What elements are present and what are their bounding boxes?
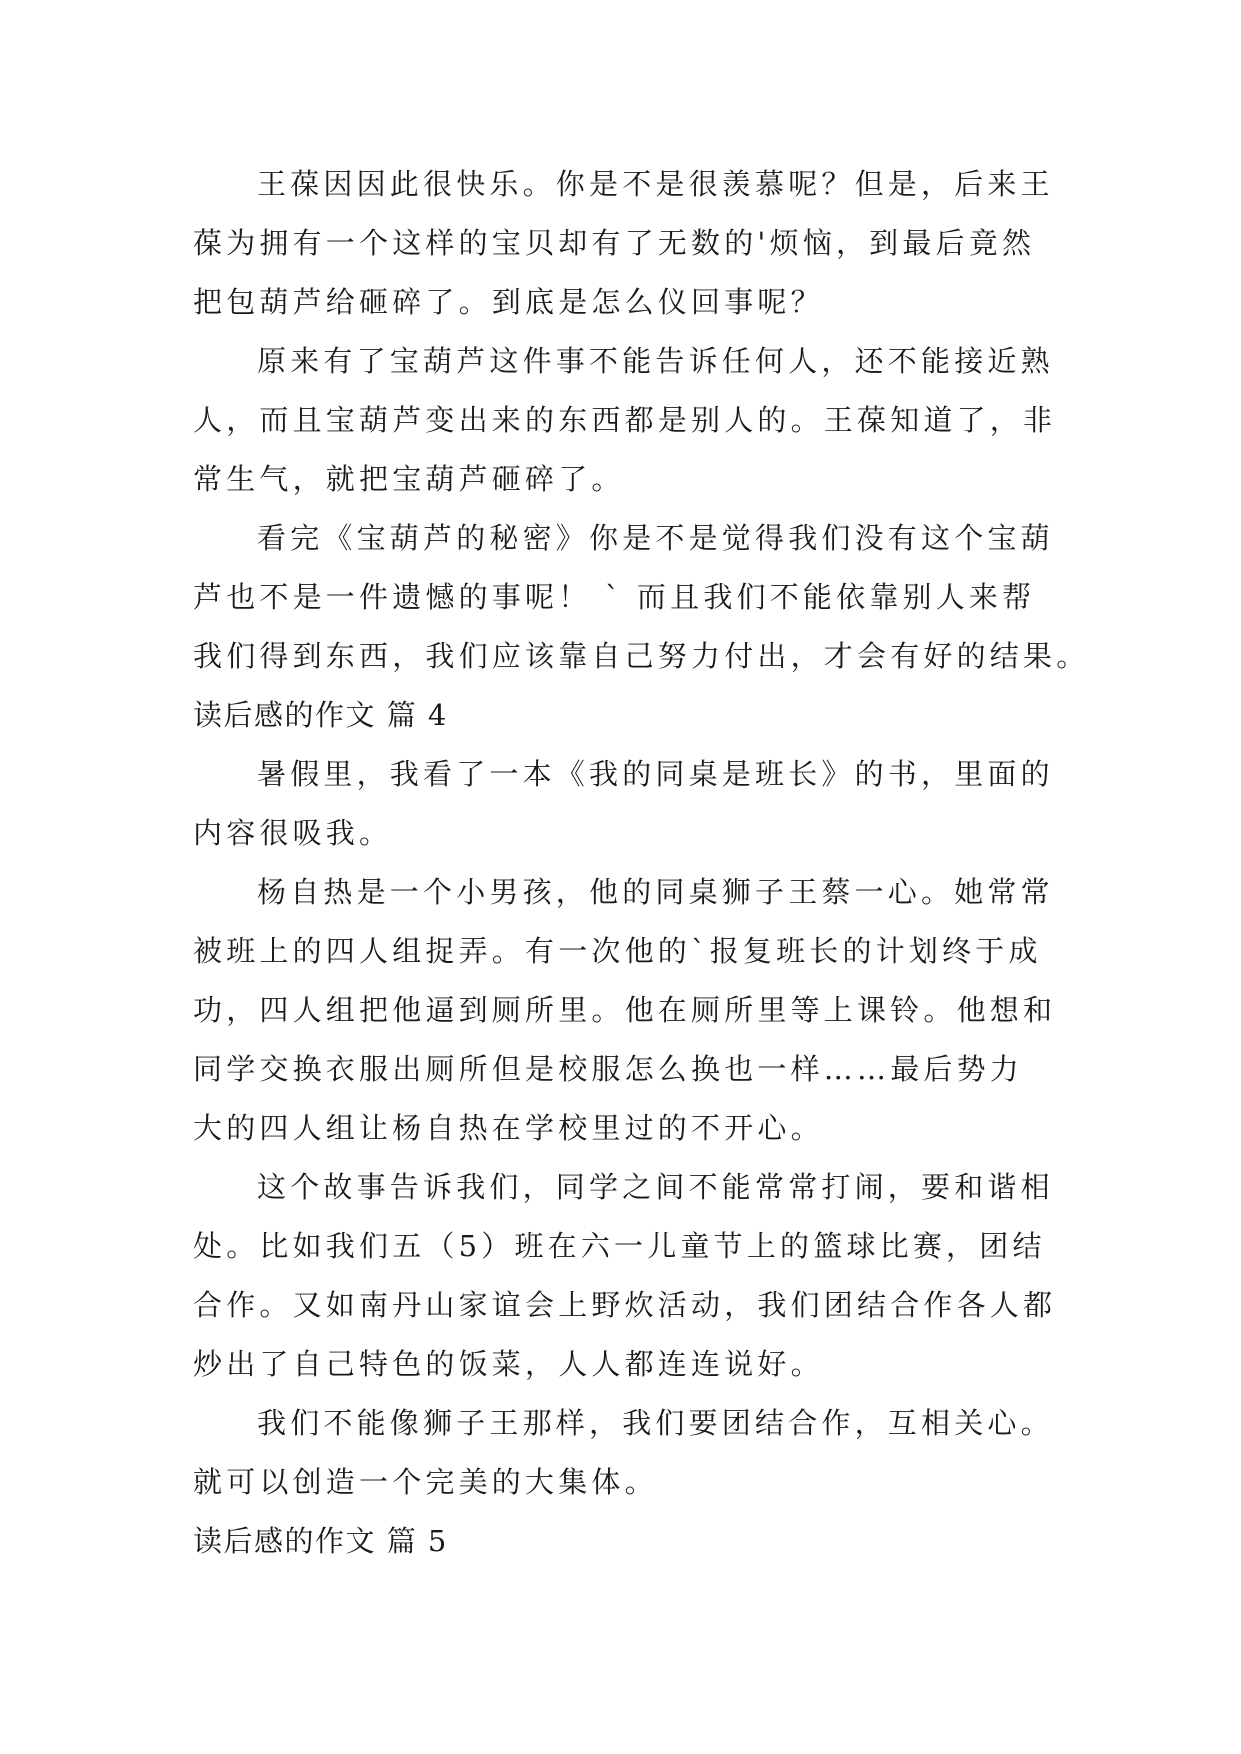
paragraph bbox=[193, 155, 1053, 332]
paragraph bbox=[193, 1394, 1053, 1512]
text-line: 功，四人组把他逼到厕所里。他在厕所里等上课铃。他想和 bbox=[193, 993, 1057, 1027]
text-line: 炒出了自己特色的饭菜，人人都连连说好。 bbox=[193, 1347, 824, 1381]
text-line: 王葆因因此很快乐。你是不是很羡慕呢？但是，后来王 bbox=[257, 167, 1054, 201]
text-line: 常生气，就把宝葫芦砸碎了。 bbox=[193, 462, 625, 496]
paragraph bbox=[193, 1158, 1057, 1394]
section-heading bbox=[193, 686, 1053, 745]
heading-text: 读后感的作文 篇 5 bbox=[193, 1524, 448, 1558]
paragraph bbox=[193, 332, 1057, 509]
text-line: 我们得到东西，我们应该靠自己努力付出，才会有好的结果。 bbox=[193, 639, 1090, 673]
paragraph bbox=[193, 745, 1053, 863]
paragraph bbox=[193, 509, 1090, 686]
heading-text: 读后感的作文 篇 4 bbox=[193, 698, 448, 732]
text-line: 大的四人组让杨自热在学校里过的不开心。 bbox=[193, 1111, 824, 1145]
text-line: 处。比如我们五（5）班在六一儿童节上的篮球比赛，团结 bbox=[193, 1229, 1046, 1263]
text-line: 葆为拥有一个这样的宝贝却有了无数的'烦恼，到最后竟然 bbox=[193, 226, 1036, 260]
text-line: 被班上的四人组捉弄。有一次他的`报复班长的计划终于成 bbox=[193, 934, 1042, 968]
text-line: 原来有了宝葫芦这件事不能告诉任何人，还不能接近熟 bbox=[257, 344, 1054, 378]
section-heading bbox=[193, 1512, 1053, 1571]
text-line: 暑假里，我看了一本《我的同桌是班长》的书，里面的 bbox=[257, 757, 1054, 791]
text-line: 内容很吸我。 bbox=[193, 816, 393, 850]
text-line: 同学交换衣服出厕所但是校服怎么换也一样……最后势力 bbox=[193, 1052, 1024, 1086]
text-line: 杨自热是一个小男孩，他的同桌狮子王蔡一心。她常常 bbox=[257, 875, 1054, 909]
text-line: 合作。又如南丹山家谊会上野炊活动，我们团结合作各人都 bbox=[193, 1288, 1057, 1322]
document-body bbox=[193, 155, 1090, 1571]
text-line: 就可以创造一个完美的大集体。 bbox=[193, 1465, 658, 1499]
text-line: 我们不能像狮子王那样，我们要团结合作，互相关心。 bbox=[257, 1406, 1054, 1440]
text-line: 把包葫芦给砸碎了。到底是怎么仪回事呢？ bbox=[193, 285, 824, 319]
text-line: 芦也不是一件遗憾的事呢！ ` 而且我们不能依靠别人来帮 bbox=[193, 580, 1036, 614]
text-line: 人，而且宝葫芦变出来的东西都是别人的。王葆知道了，非 bbox=[193, 403, 1057, 437]
text-line: 看完《宝葫芦的秘密》你是不是觉得我们没有这个宝葫 bbox=[257, 521, 1054, 555]
text-line: 这个故事告诉我们，同学之间不能常常打闹，要和谐相 bbox=[257, 1170, 1054, 1204]
paragraph bbox=[193, 863, 1057, 1158]
